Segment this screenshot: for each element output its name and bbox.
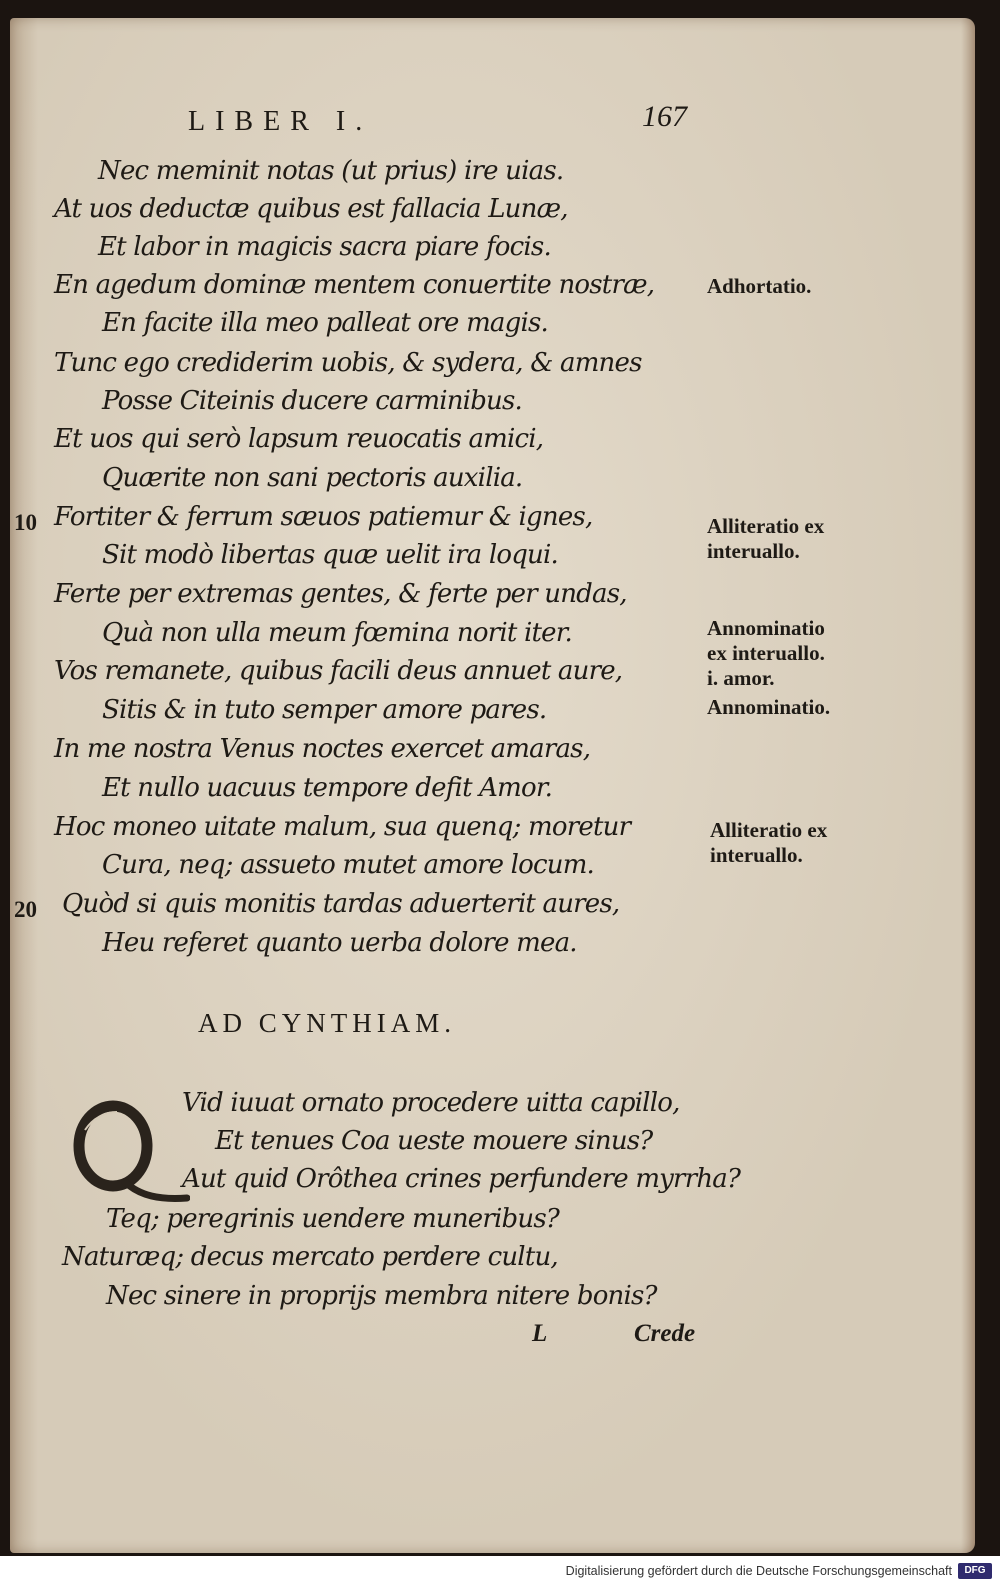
verse-line: Posse Citeinis ducere carminibus. (102, 386, 522, 416)
verse-line: Vos remanete, quibus facili deus annuet aure, (54, 656, 623, 686)
verse-line: Sitis & in tuto semper amore pares. (102, 695, 547, 725)
verse-line: Fortiter & ferrum sæuos patiemur & ignes, (54, 502, 593, 532)
signature-mark: L (532, 1320, 548, 1347)
verse-line: Et uos qui serò lapsum reuocatis amici, (54, 424, 544, 454)
verse-line: Et labor in magicis sacra piare focis. (98, 232, 551, 262)
verse-line: En agedum dominæ mentem conuertite nostræ, (54, 270, 655, 300)
verse-line: Vid iuuat ornato procedere uitta capillo, (182, 1088, 680, 1118)
verse-line: Et nullo uacuus tempore defit Amor. (102, 773, 553, 803)
margin-note: Alliteratio ex interuallo. (707, 514, 825, 563)
verse-line: Quærite non sani pectoris auxilia. (102, 463, 523, 493)
verse-line: Ferte per extremas gentes, & ferte per undas, (54, 579, 627, 609)
verse-line: Hoc moneo uitate malum, sua quenq; moretur (54, 812, 631, 842)
verse-line: Aut quid Orôthea crines perfundere myrrha? (182, 1164, 741, 1194)
dfg-logo: DFG (958, 1563, 992, 1579)
verse-line: Tunc ego crediderim uobis, & sydera, & amnes (54, 348, 642, 378)
book-page (10, 18, 975, 1553)
margin-note: Annominatio ex interuallo. i. amor. (707, 616, 825, 690)
verse-line: Heu referet quanto uerba dolore mea. (102, 928, 577, 958)
verse-line: Nec meminit notas (ut prius) ire uias. (98, 156, 564, 186)
footer-bar (0, 1556, 1000, 1590)
verse-line: At uos deductæ quibus est fallacia Lunæ, (54, 194, 568, 224)
verse-line: En facite illa meo palleat ore magis. (102, 308, 548, 338)
funding-credit: Digitalisierung gefördert durch die Deutsche Forschungsgemeinschaft (565, 1564, 952, 1578)
catchword: Crede (634, 1320, 696, 1347)
verse-line: Teq; peregrinis uendere muneribus? (106, 1204, 560, 1234)
verse-line: Sit modò libertas quæ uelit ira loqui. (102, 540, 558, 570)
verse-line: Quòd si quis monitis tardas aduerterit aures, (62, 889, 620, 919)
verse-line: Quà non ulla meum fœmina norit iter. (102, 618, 572, 648)
line-number: 20 (14, 897, 37, 922)
page-number: 167 (642, 100, 687, 133)
margin-note: Alliteratio ex interuallo. (710, 818, 828, 867)
margin-note: Annominatio. (707, 695, 831, 719)
verse-line: Et tenues Coa ueste mouere sinus? (215, 1126, 653, 1156)
running-title: LIBER I. (188, 106, 373, 137)
line-number: 10 (14, 510, 37, 535)
decorated-initial-q (65, 1100, 190, 1210)
margin-note: Adhortatio. (707, 274, 812, 298)
verse-line: Naturæq; decus mercato perdere cultu, (62, 1242, 558, 1272)
poem-title: AD CYNTHIAM. (198, 1008, 456, 1038)
verse-line: Nec sinere in proprijs membra nitere bonis? (106, 1281, 657, 1311)
verse-line: Cura, neq; assueto mutet amore locum. (102, 850, 595, 880)
verse-line: In me nostra Venus noctes exercet amaras, (54, 734, 591, 764)
